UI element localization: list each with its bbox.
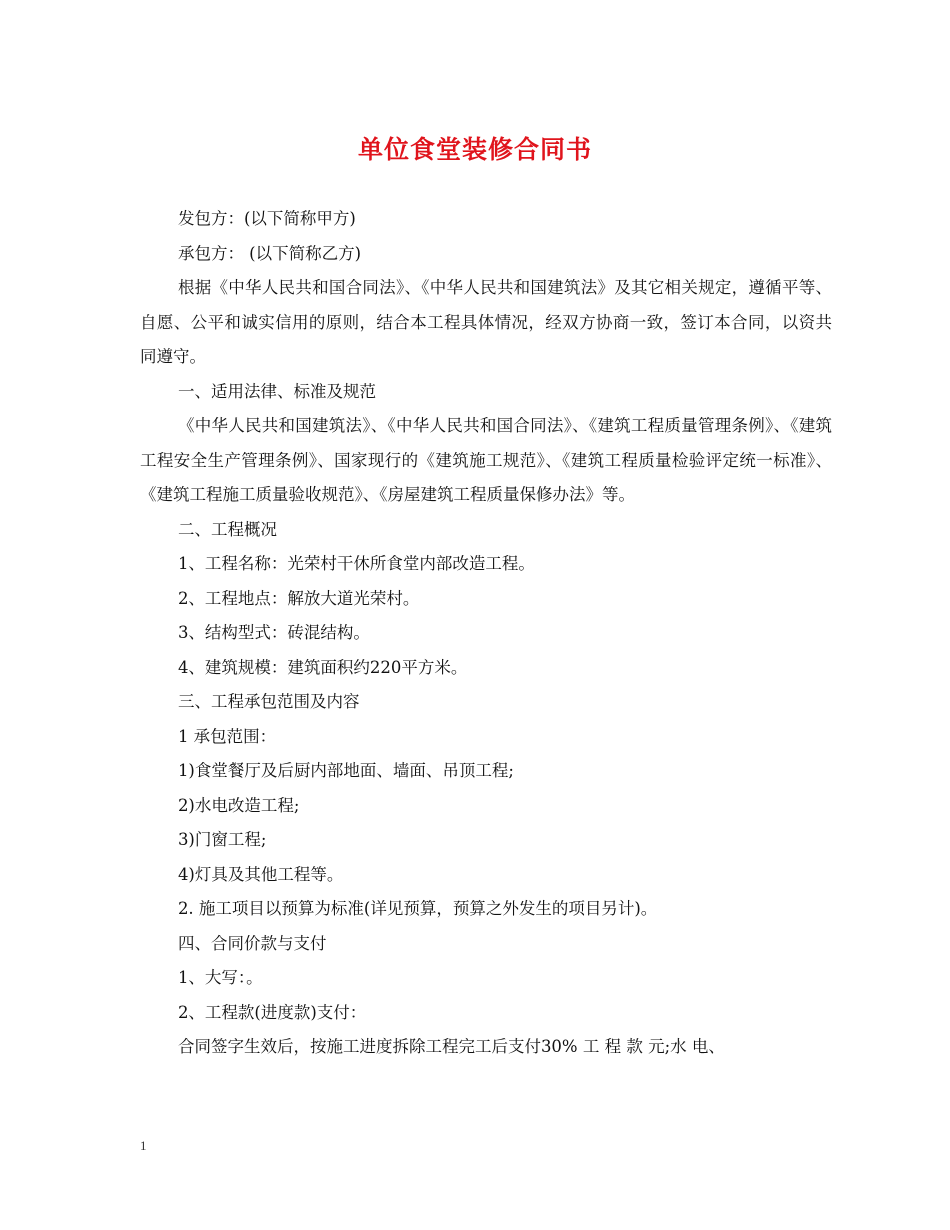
paragraph: 根据《中华人民共和国合同法》、《中华人民共和国建筑法》及其它相关规定，遵循平等、自愿、公平和诚实信用的原则，结合本工程具体情况，经双方协商一致，签订本合同，以资共同遵守。 — [140, 278, 832, 366]
paragraph: 4、建筑规模：建筑面积约220平方米。 — [177, 657, 468, 677]
document-title: 单位食堂装修合同书 — [357, 135, 592, 164]
paragraph: 2. 施工项目以预算为标准(详见预算，预算之外发生的项目另计)。 — [177, 899, 658, 918]
paragraph: 3、结构型式：砖混结构。 — [177, 623, 370, 642]
section-heading: 二、工程概况 — [177, 519, 277, 539]
paragraph: 承包方： (以下简称乙方) — [177, 243, 362, 263]
paragraph: 2)水电改造工程; — [177, 795, 300, 815]
paragraph: 4)灯具及其他工程等。 — [177, 864, 344, 884]
paragraph: 发包方：(以下简称甲方) — [177, 209, 356, 228]
paragraph: 1、大写：。 — [177, 968, 263, 987]
paragraph: 1、工程名称：光荣村干休所食堂内部改造工程。 — [177, 554, 535, 573]
paragraph: 3)门窗工程; — [177, 830, 267, 849]
page-number: 1 — [140, 1138, 147, 1153]
section-heading: 四、合同价款与支付 — [177, 933, 327, 953]
document-body — [140, 202, 832, 1065]
paragraph: 《中华人民共和国建筑法》、《中华人民共和国合同法》、《建筑工程质量管理条例》、《建筑工程安全生产管理条例》、国家现行的《建筑施工规范》、《建筑工程质量检验评定统一标准》、《建筑工程施工质量验收规范》、《房屋建筑工程质量保修办法》等。 — [140, 416, 832, 504]
paragraph: 合同签字生效后，按施工进度拆除工程完工后支付30% 工 程 款 元;水 电、 — [177, 1037, 725, 1056]
paragraph: 2、工程地点：解放大道光荣村。 — [177, 588, 420, 608]
paragraph: 2、工程款(进度款)支付： — [177, 1002, 367, 1022]
section-heading: 一、适用法律、标准及规范 — [177, 381, 376, 401]
section-heading: 三、工程承包范围及内容 — [177, 692, 360, 711]
paragraph: 1)食堂餐厅及后厨内部地面、墙面、吊顶工程; — [177, 761, 514, 780]
paragraph: 1 承包范围： — [177, 726, 277, 746]
